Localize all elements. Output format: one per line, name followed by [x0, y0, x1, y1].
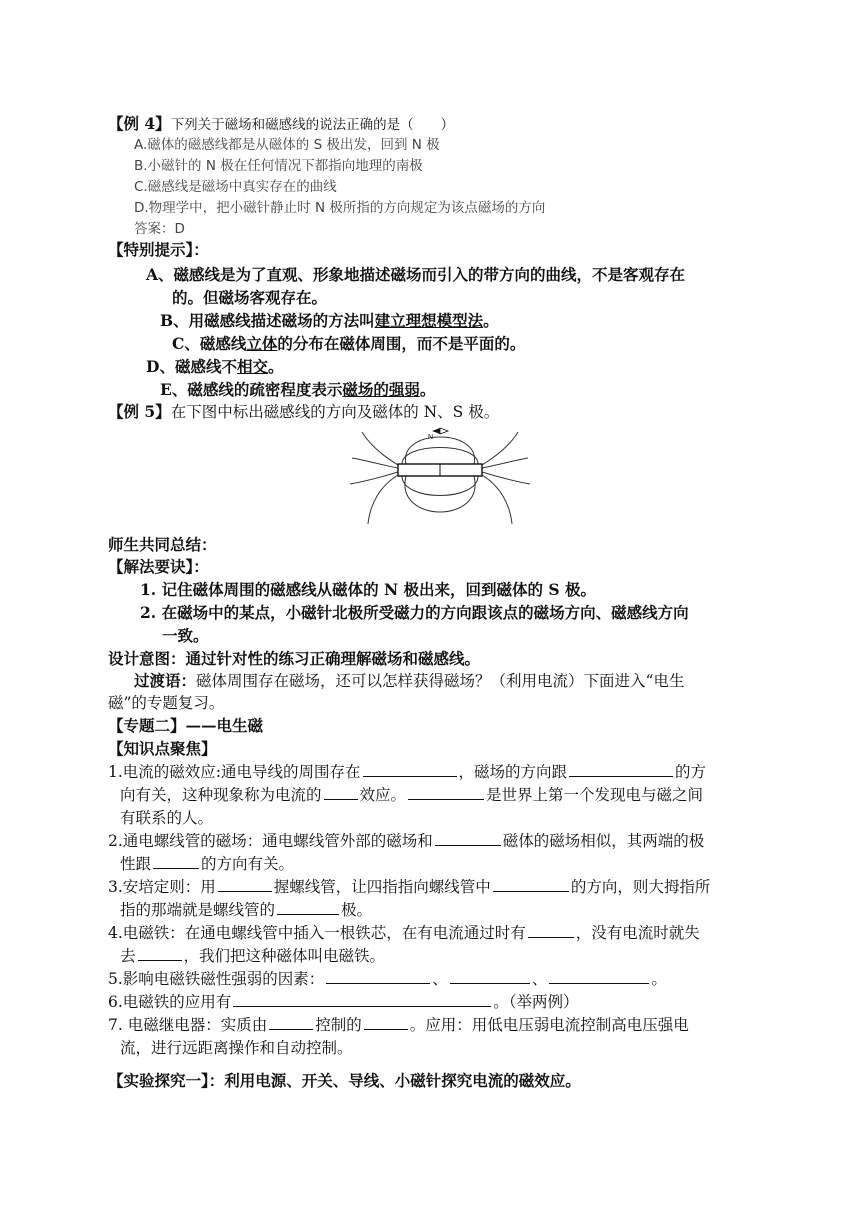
- transition-line1: [134, 671, 684, 691]
- field-line-top-inner: [402, 448, 478, 465]
- blank-7[interactable]: [218, 877, 272, 892]
- needle-label: N: [428, 434, 434, 441]
- blank-5[interactable]: [435, 831, 501, 846]
- tip-b: [160, 311, 499, 331]
- item2-text-b: 磁体的磁场相似，其两端的极: [502, 832, 705, 850]
- tip-a-line1: A、磁感线是为了直观、形象地描述磁场而引入的带方向的曲线，不是客观存在: [146, 265, 686, 284]
- example4-text: 下列关于磁场和磁感线的说法正确的是（ ）: [170, 117, 455, 133]
- field-line-left-4: [368, 475, 398, 524]
- item5-sep-2: 、: [531, 970, 548, 988]
- bar-magnet-field-diagram: [340, 424, 540, 530]
- item3-text-b: 握螺线管，让四指指向螺线管中: [273, 878, 491, 896]
- field-line-right-2: [482, 458, 528, 468]
- example4-option-d: D.物理学中，把小磁针静止时 N 极所指的方向规定为该点磁场的方向: [134, 200, 546, 216]
- example4-question: [108, 114, 454, 135]
- design-intent: 设计意图：通过针对性的练习正确理解磁场和磁感线。: [108, 649, 481, 668]
- compass-needle: [432, 428, 448, 434]
- example4-label: 【例 4】: [108, 114, 171, 133]
- blank-15[interactable]: [233, 992, 491, 1007]
- item3-text-e: 极。: [341, 901, 373, 919]
- blank-4[interactable]: [408, 785, 484, 800]
- tip-d-pre: D、磁感线不: [146, 357, 237, 376]
- blank-16[interactable]: [269, 1015, 313, 1030]
- transition-line2: 磁”的专题复习。: [108, 694, 225, 712]
- transition-label: 过渡语：: [134, 671, 197, 690]
- item1-text-e: 效应。: [359, 786, 407, 804]
- item6-text-b: 。（举两例）: [493, 993, 579, 1011]
- item5-text-a: 5.影响电磁铁磁性强弱的因素：: [108, 970, 325, 988]
- tip-d-post: 。: [267, 357, 284, 376]
- blank-10[interactable]: [528, 923, 574, 938]
- example4-option-b: B.小磁针的 N 极在任何情况下都指向地理的南极: [134, 158, 423, 174]
- item1-text-b: ，磁场的方向跟: [458, 763, 568, 781]
- field-line-right-1: [482, 432, 518, 465]
- example4-option-c: C.磁感线是磁场中真实存在的曲线: [134, 179, 337, 195]
- item2-line1: [108, 831, 704, 851]
- knowledge-focus-heading: 【知识点聚焦】: [108, 739, 217, 758]
- transition-text: 磁体周围存在磁场，还可以怎样获得磁场？（利用电流）下面进入“电生: [196, 672, 685, 690]
- item2-line2: [120, 854, 294, 874]
- blank-2[interactable]: [569, 762, 673, 777]
- item2-text-d: 的方向有关。: [201, 855, 295, 873]
- item4-line2: [120, 946, 385, 966]
- blank-12[interactable]: [326, 969, 430, 984]
- blank-13[interactable]: [450, 969, 530, 984]
- blank-17[interactable]: [364, 1015, 408, 1030]
- tip-b-underlined: 建立理想模型法: [374, 311, 484, 330]
- field-line-left-3: [350, 472, 398, 484]
- tip-e-underlined: 磁场的强弱: [342, 380, 420, 399]
- blank-9[interactable]: [277, 900, 339, 915]
- blank-3[interactable]: [324, 785, 358, 800]
- field-line-bottom-outer: [405, 476, 475, 512]
- item5: [108, 969, 667, 989]
- tip-b-post: 。: [483, 311, 499, 330]
- method-1: 1. 记住磁体周围的磁感线从磁体的 N 极出来，回到磁体的 S 极。: [140, 580, 597, 599]
- item7-text-b: 控制的: [315, 1016, 362, 1034]
- blank-14[interactable]: [549, 969, 649, 984]
- item1-line1: [108, 762, 706, 782]
- item5-sep-1: 、: [432, 970, 448, 988]
- item1-line3: 有联系的人。: [120, 809, 214, 827]
- item7-text-c: 。应用：用低电压弱电流控制高电压强电: [409, 1016, 689, 1034]
- field-line-right-4: [482, 475, 512, 524]
- item3-text-c: 的方向，则大拇指所: [570, 878, 711, 896]
- item4-text-b: ，没有电流时就失: [575, 924, 700, 942]
- tip-d: [146, 357, 283, 377]
- blank-11[interactable]: [138, 946, 182, 961]
- item7-line1: [108, 1015, 689, 1035]
- item7-text-a: 7. 电磁继电器：实质由: [108, 1016, 268, 1034]
- method-2-line1: 2. 在磁场中的某点，小磁针北极所受磁力的方向跟该点的磁场方向、磁感线方向: [140, 603, 689, 622]
- method-2-line2: 一致。: [162, 626, 209, 645]
- topic2-heading: 【专题二】——电生磁: [108, 716, 264, 735]
- tip-b-pre: B、用磁感线描述磁场的方法叫: [160, 311, 375, 330]
- example4-answer: 答案：D: [134, 221, 185, 237]
- experiment-heading: 【实验探究一】：利用电源、开关、导线、小磁针探究电流的磁效应。: [108, 1071, 581, 1090]
- item6: [108, 992, 579, 1012]
- tip-c-pre: C、磁感线: [172, 334, 247, 353]
- item2-text-c: 性跟: [120, 855, 152, 873]
- field-line-right-3: [482, 472, 530, 484]
- item1-text-c: 的方: [675, 763, 707, 781]
- item7-line2: 流，进行远距离操作和自动控制。: [120, 1039, 353, 1057]
- item3-line1: [108, 877, 710, 897]
- tip-heading: 【特别提示】：: [108, 240, 209, 259]
- item4-line1: [108, 923, 700, 943]
- item1-text-d: 向有关，这种现象称为电流的: [120, 786, 322, 804]
- tip-c-underlined: 立体: [246, 334, 278, 353]
- item1-line2: [120, 785, 703, 805]
- tip-e-post: 。: [419, 380, 436, 399]
- tip-e-pre: E、磁感线的疏密程度表示: [160, 380, 343, 399]
- blank-8[interactable]: [493, 877, 569, 892]
- field-line-bottom-inner: [402, 476, 478, 496]
- item6-text-a: 6.电磁铁的应用有: [108, 993, 232, 1011]
- item4-text-a: 4.电磁铁：在通电螺线管中插入一根铁芯，在有电流通过时有: [108, 924, 526, 942]
- tip-d-underlined: 相交: [236, 357, 268, 376]
- item3-line2: [120, 900, 372, 920]
- item2-text-a: 2.通电螺线管的磁场：通电螺线管外部的磁场和: [108, 832, 433, 850]
- item4-text-d: ，我们把这种磁体叫电磁铁。: [183, 947, 386, 965]
- example4-option-a: A.磁体的磁感线都是从磁体的 S 极出发，回到 N 极: [134, 137, 440, 153]
- example5-question: [108, 402, 499, 422]
- field-line-left-2: [352, 458, 398, 468]
- blank-1[interactable]: [363, 762, 457, 777]
- item5-end: 。: [651, 970, 667, 988]
- item3-text-a: 3.安培定则：用: [108, 878, 216, 896]
- blank-6[interactable]: [153, 854, 199, 869]
- summary-title: 师生共同总结：: [108, 535, 217, 554]
- method-heading: 【解法要诀】：: [108, 557, 209, 576]
- item3-text-d: 指的那端就是螺线管的: [120, 901, 276, 919]
- tip-e: [160, 380, 435, 400]
- item4-text-c: 去: [120, 947, 136, 965]
- item1-text-f: 是世界上第一个发现电与磁之间: [486, 786, 704, 804]
- tip-c: [172, 334, 525, 354]
- item1-text-a: 1.电流的磁效应:通电导线的周围存在: [108, 763, 361, 781]
- example5-text: 在下图中标出磁感线的方向及磁体的 N、S 极。: [170, 403, 500, 421]
- tip-a-line2: 的。但磁场客观存在。: [172, 288, 328, 307]
- field-line-left-1: [362, 432, 398, 465]
- example5-label: 【例 5】: [108, 402, 171, 421]
- tip-c-post: 的分布在磁体周围，而不是平面的。: [277, 334, 526, 353]
